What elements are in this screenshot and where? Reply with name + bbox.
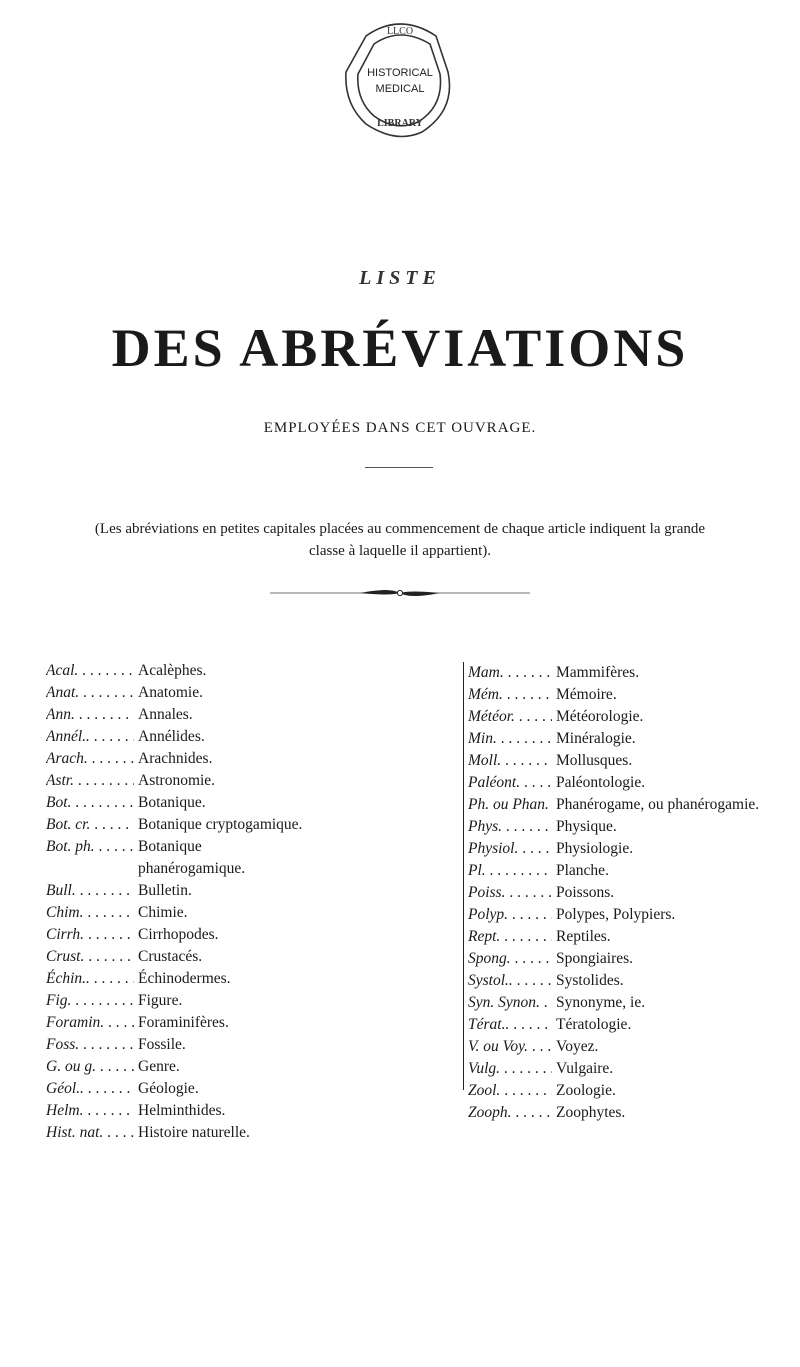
abbreviation-term: Bot. cr. . . . <box>46 814 134 836</box>
abbreviation-definition: Astronomie. <box>138 772 216 789</box>
abbreviation-definition: Systolides. <box>556 972 624 989</box>
abbreviation-entry <box>468 816 798 838</box>
abbreviation-term: Ph. ou Phan. . . . <box>468 794 552 816</box>
abbreviation-term: Crust. . . . <box>46 946 134 968</box>
abbreviation-definition: Spongiaires. <box>556 950 634 967</box>
explanatory-note: (Les abréviations en petites capitales placées au commencement de chaque article indiquent la grande classe à laquelle il appartient). <box>94 521 706 559</box>
abbreviation-term: Anat. . . . <box>46 682 134 704</box>
abbreviation-definition: Chimie. <box>138 904 188 921</box>
abbreviation-entry <box>46 968 454 990</box>
abbreviation-term: Poiss. . . . <box>468 882 552 904</box>
abbreviation-term: Arach. . . . <box>46 748 134 770</box>
abbreviation-entry <box>46 1122 454 1144</box>
abbreviation-entry <box>468 992 798 1014</box>
stamp-line-top: HISTORICAL <box>367 67 433 79</box>
abbreviation-entry <box>46 726 454 748</box>
abbreviation-entry <box>468 1102 798 1124</box>
abbreviation-term: Échin.. . . . <box>46 968 134 990</box>
divider-rule <box>365 467 433 468</box>
abbreviation-entry <box>46 836 454 880</box>
abbreviation-definition: Histoire naturelle. <box>138 1124 250 1141</box>
abbreviation-term: Astr. . . . <box>46 770 134 792</box>
page-title: DES ABRÉVIATIONS <box>111 318 689 378</box>
abbreviation-entry <box>468 970 798 992</box>
abbreviation-term: Mam. . . . <box>468 662 552 684</box>
abbreviation-term: Hist. nat. . . . <box>46 1122 134 1144</box>
abbreviation-definition: Planche. <box>556 862 609 879</box>
abbreviation-definition: Reptiles. <box>556 928 611 945</box>
stamp-line-mid: MEDICAL <box>375 83 425 95</box>
abbreviation-entry <box>468 728 798 750</box>
liste-heading: LISTE <box>359 267 441 289</box>
abbreviation-definition: Anatomie. <box>138 684 203 701</box>
abbreviation-definition: Mémoire. <box>556 686 617 703</box>
abbreviation-term: Chim. . . . <box>46 902 134 924</box>
abbreviation-entry <box>468 794 798 816</box>
abbreviation-definition: Fossile. <box>138 1036 186 1053</box>
abbreviation-entry <box>468 904 798 926</box>
abbreviation-definition: Botanique cryptogamique. <box>138 816 303 833</box>
abbreviation-term: Zooph. . . . <box>468 1102 552 1124</box>
abbreviation-definition: Botanique. <box>138 794 206 811</box>
abbreviation-entry <box>468 684 798 706</box>
abbreviation-definition: Paléontologie. <box>556 774 646 791</box>
abbreviation-term: G. ou g. . . . <box>46 1056 134 1078</box>
abbreviation-entry <box>468 948 798 970</box>
abbreviation-entry <box>468 838 798 860</box>
abbreviation-term: Polyp. . . . <box>468 904 552 926</box>
abbreviation-definition: Minéralogie. <box>556 730 636 747</box>
abbreviation-definition: Échinodermes. <box>138 970 231 987</box>
abbreviation-term: Phys. . . . <box>468 816 552 838</box>
abbreviation-definition: Acalèphes. <box>138 662 207 679</box>
abbreviation-definition: Genre. <box>138 1058 180 1075</box>
abbreviation-entry <box>46 814 454 836</box>
abbreviation-entry <box>46 1034 454 1056</box>
abbreviation-term: Météor. . . . <box>468 706 552 728</box>
abbreviation-entry <box>46 924 454 946</box>
abbreviation-entry <box>46 990 454 1012</box>
abbreviation-definition: Crustacés. <box>138 948 203 965</box>
abbreviation-definition: Mollusques. <box>556 752 633 769</box>
abbreviations-left-column <box>46 660 454 1144</box>
abbreviation-term: Spong. . . . <box>468 948 552 970</box>
abbreviation-entry <box>46 1078 454 1100</box>
abbreviation-definition: Annales. <box>138 706 193 723</box>
abbreviation-entry <box>468 1058 798 1080</box>
abbreviation-entry <box>468 1036 798 1058</box>
abbreviation-entry <box>46 792 454 814</box>
abbreviation-term: Helm. . . . <box>46 1100 134 1122</box>
abbreviation-entry <box>468 882 798 904</box>
abbreviation-entry <box>46 880 454 902</box>
abbreviation-term: Zool. . . . <box>468 1080 552 1102</box>
abbreviation-definition: Mammifères. <box>556 664 640 681</box>
library-stamp <box>336 14 464 142</box>
abbreviation-definition: Botanique phanérogamique. <box>138 838 246 877</box>
abbreviation-term: Pl. . . . <box>468 860 552 882</box>
abbreviation-entry <box>468 926 798 948</box>
abbreviation-term: Bot. . . . <box>46 792 134 814</box>
abbreviation-term: Syn. Synon. . . . <box>468 992 552 1014</box>
abbreviation-entry <box>46 660 454 682</box>
abbreviation-definition: Vulgaire. <box>556 1060 614 1077</box>
abbreviation-definition: Tératologie. <box>556 1016 632 1033</box>
abbreviation-definition: Météorologie. <box>556 708 644 725</box>
abbreviation-entry <box>468 750 798 772</box>
abbreviation-term: V. ou Voy. . . . <box>468 1036 552 1058</box>
abbreviation-definition: Foraminifères. <box>138 1014 229 1031</box>
abbreviation-entry <box>46 1012 454 1034</box>
abbreviation-definition: Figure. <box>138 992 183 1009</box>
abbreviations-right-column <box>463 662 798 1121</box>
abbreviation-entry <box>46 682 454 704</box>
abbreviation-definition: Géologie. <box>138 1080 199 1097</box>
abbreviation-definition: Phanérogame, ou phanérogamie. <box>556 796 760 813</box>
abbreviation-entry <box>468 860 798 882</box>
abbreviation-term: Vulg. . . . <box>468 1058 552 1080</box>
abbreviation-definition: Arachnides. <box>138 750 213 767</box>
abbreviation-term: Foramin. . . . <box>46 1012 134 1034</box>
abbreviation-term: Moll. . . . <box>468 750 552 772</box>
abbreviation-entry <box>468 706 798 728</box>
abbreviation-term: Bull. . . . <box>46 880 134 902</box>
abbreviation-entry <box>468 662 798 684</box>
abbreviation-term: Mém. . . . <box>468 684 552 706</box>
abbreviation-term: Cirrh. . . . <box>46 924 134 946</box>
page-subtitle: EMPLOYÉES DANS CET OUVRAGE. <box>263 420 537 436</box>
abbreviation-definition: Zoophytes. <box>556 1104 626 1121</box>
abbreviation-term: Rept. . . . <box>468 926 552 948</box>
stamp-ring-top: LLCO <box>386 26 414 37</box>
abbreviation-entry <box>46 946 454 968</box>
abbreviation-definition: Voyez. <box>556 1038 599 1055</box>
abbreviation-entry <box>46 770 454 792</box>
abbreviation-term: Physiol. . . . <box>468 838 552 860</box>
abbreviation-term: Annél.. . . . <box>46 726 134 748</box>
abbreviation-term: Ann. . . . <box>46 704 134 726</box>
ornamental-divider <box>270 588 530 598</box>
abbreviation-entry <box>46 1056 454 1078</box>
abbreviation-definition: Physique. <box>556 818 617 835</box>
abbreviation-term: Fig. . . . <box>46 990 134 1012</box>
abbreviation-definition: Synonyme, ie. <box>556 994 646 1011</box>
abbreviation-entry <box>46 902 454 924</box>
abbreviation-entry <box>468 772 798 794</box>
abbreviation-entry <box>468 1014 798 1036</box>
abbreviation-entry <box>468 1080 798 1102</box>
abbreviation-term: Paléont. . . . <box>468 772 552 794</box>
abbreviation-term: Foss. . . . <box>46 1034 134 1056</box>
abbreviation-entry <box>46 1100 454 1122</box>
abbreviation-term: Géol.. . . . <box>46 1078 134 1100</box>
abbreviation-entry <box>46 748 454 770</box>
abbreviation-term: Acal. . . . <box>46 660 134 682</box>
abbreviation-definition: Cirrhopodes. <box>138 926 219 943</box>
abbreviation-term: Systol.. . . . <box>468 970 552 992</box>
abbreviation-definition: Physiologie. <box>556 840 634 857</box>
stamp-ring-bottom: LIBRARY <box>377 118 423 129</box>
abbreviation-definition: Zoologie. <box>556 1082 616 1099</box>
abbreviation-definition: Polypes, Polypiers. <box>556 906 676 923</box>
abbreviation-entry <box>46 704 454 726</box>
abbreviation-definition: Poissons. <box>556 884 615 901</box>
abbreviation-definition: Helminthides. <box>138 1102 226 1119</box>
abbreviation-term: Min. . . . <box>468 728 552 750</box>
abbreviation-definition: Bulletin. <box>138 882 192 899</box>
abbreviation-definition: Annélides. <box>138 728 205 745</box>
abbreviation-term: Bot. ph. . . . <box>46 836 134 880</box>
abbreviation-term: Térat.. . . . <box>468 1014 552 1036</box>
